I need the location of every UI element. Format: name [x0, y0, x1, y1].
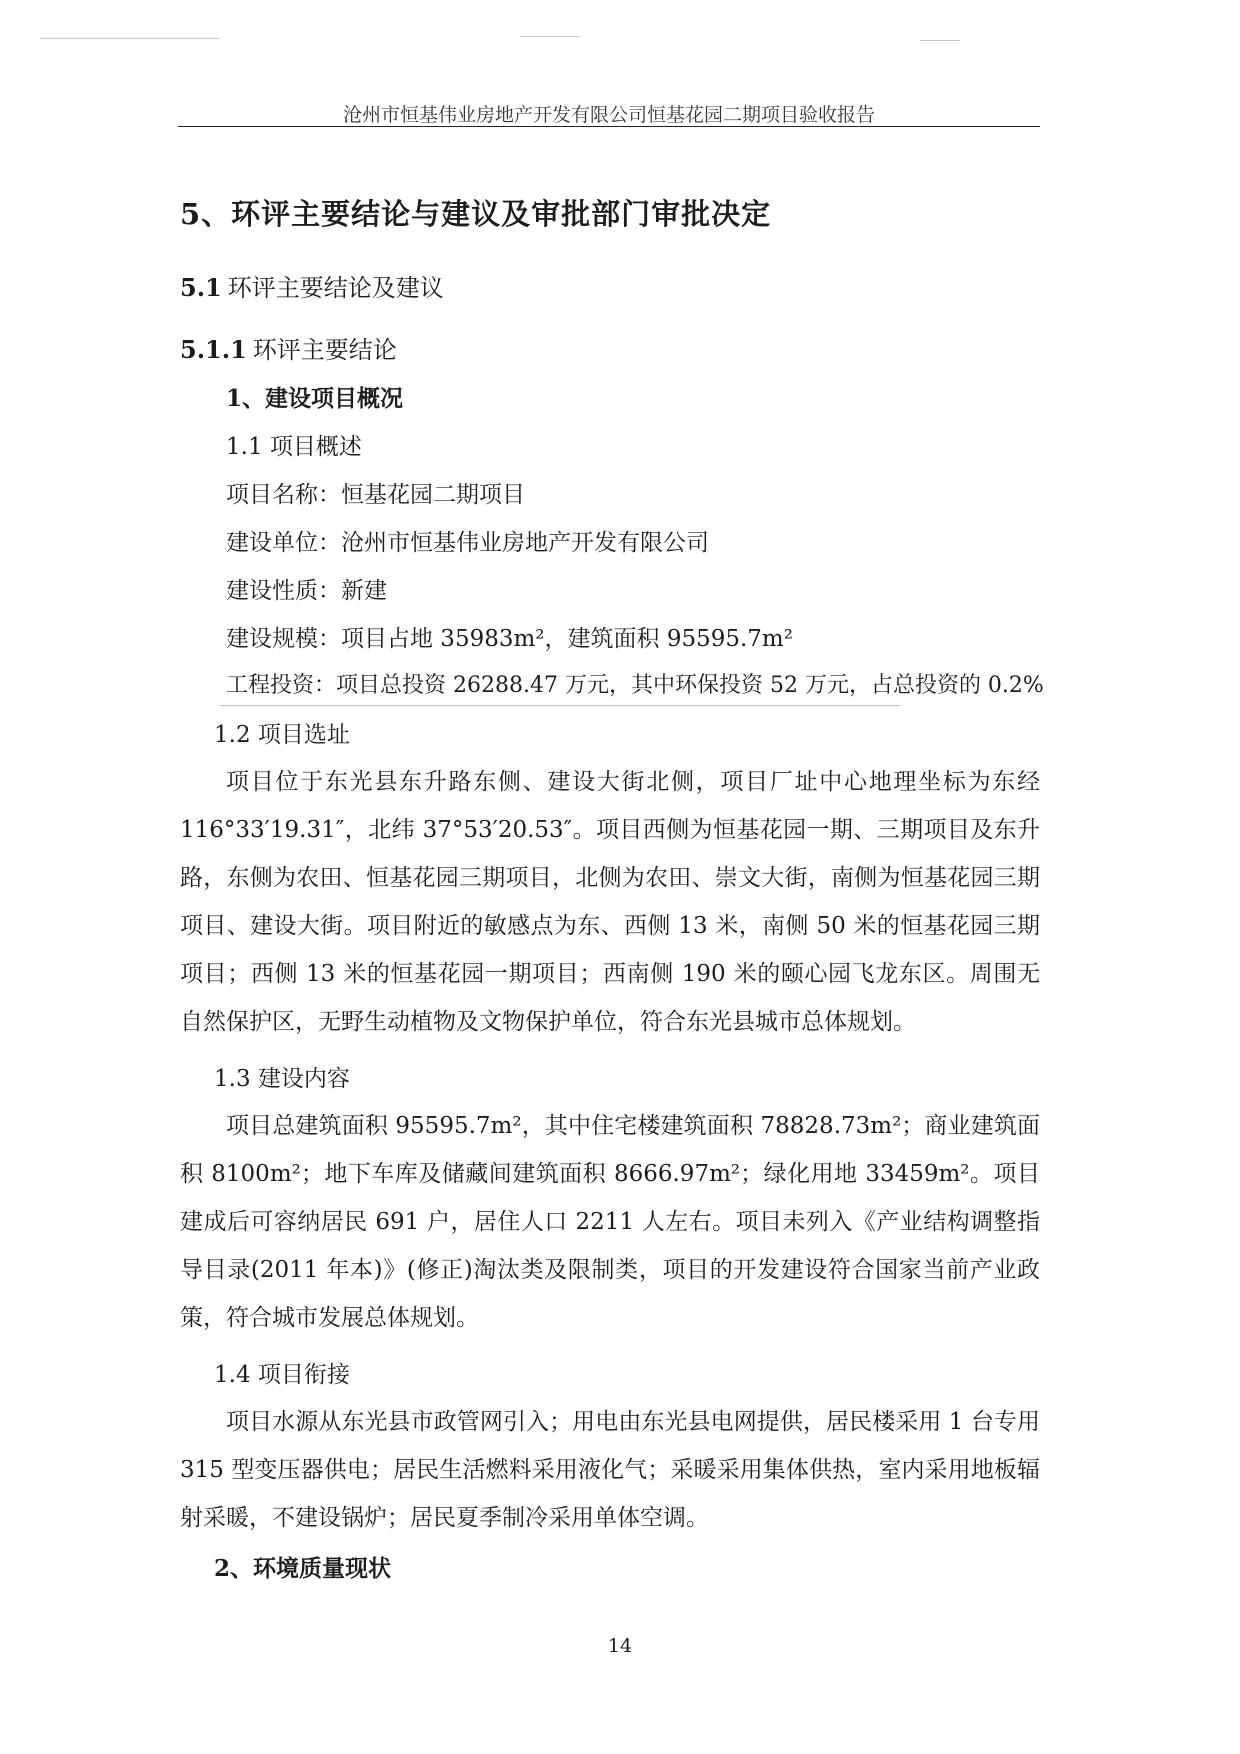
quality-heading: 2、环境质量现状: [214, 1555, 392, 1582]
overview-heading: 1、建设项目概况: [226, 385, 404, 412]
construction-nature: 建设性质：新建: [226, 578, 387, 604]
scan-artifact: [520, 36, 580, 37]
running-header: 沧州市恒基伟业房地产开发有限公司恒基花园二期项目验收报告: [342, 104, 875, 126]
construction-scale: 建设规模：项目占地 35983m²，建筑面积 95595.7m²: [226, 626, 793, 652]
connection-paragraph: 项目水源从东光县市政管网引入；用电由东光县电网提供，居民楼采用 1 台专用 315 型变压器供电；居民生活燃料采用液化气；采暖采用集体供热，室内采用地板辐射采暖，不建设锅炉；居民夏季制冷采用单体空调。: [180, 1409, 1040, 1531]
content-paragraph: 项目总建筑面积 95595.7m²，其中住宅楼建筑面积 78828.73m²；商业建筑面积 8100m²；地下车库及储藏间建筑面积 8666.97m²；绿化用地 33459m²。项目建成后可容纳居民 691 户，居住人口 2211 人左右。项目未列入《产业结构调整指导目录(2011 年本)》(修正)淘汰类及限制类，项目的开发建设符合国家当前产业政策，符合城市发展总体规划。: [180, 1113, 1040, 1331]
subsubsection-title: 环评主要结论: [252, 336, 397, 364]
subsection-number: 5.1: [180, 273, 222, 302]
construction-unit: 建设单位：沧州市恒基伟业房地产开发有限公司: [226, 530, 709, 556]
section-heading: 5、环评主要结论与建议及审批部门审批决定: [180, 197, 772, 231]
scan-artifact: [920, 40, 960, 41]
subsection-heading: [180, 268, 444, 303]
content-subheading: 1.3 建设内容: [214, 1066, 350, 1092]
scan-artifact: [220, 705, 900, 706]
site-subheading: 1.2 项目选址: [214, 722, 350, 748]
subsection-title: 环评主要结论及建议: [227, 274, 444, 302]
connection-subheading: 1.4 项目衔接: [214, 1362, 350, 1388]
scan-artifact: [40, 38, 220, 39]
project-name: 项目名称：恒基花园二期项目: [226, 482, 525, 508]
overview-subheading: 1.1 项目概述: [226, 434, 362, 460]
site-paragraph: 项目位于东光县东升路东侧、建设大街北侧，项目厂址中心地理坐标为东经116°33′19.31″，北纬 37°53′20.53″。项目西侧为恒基花园一期、三期项目及东升路，东侧为农田、恒基花园三期项目，北侧为农田、崇文大街，南侧为恒基花园三期项目、建设大街。项目附近的敏感点为东、西侧 13 米，南侧 50 米的恒基花园三期项目；西侧 13 米的恒基花园一期项目；西南侧 190 米的颐心园飞龙东区。周围无自然保护区，无野生动植物及文物保护单位，符合东光县城市总体规划。: [180, 769, 1040, 1035]
page-number: 14: [607, 1635, 633, 1657]
project-investment: 工程投资：项目总投资 26288.47 万元，其中环保投资 52 万元，占总投资的 0.2%: [226, 673, 1044, 698]
subsubsection-number: 5.1.1: [180, 335, 247, 364]
subsubsection-heading: [180, 330, 397, 365]
header-rule: [178, 126, 1040, 127]
